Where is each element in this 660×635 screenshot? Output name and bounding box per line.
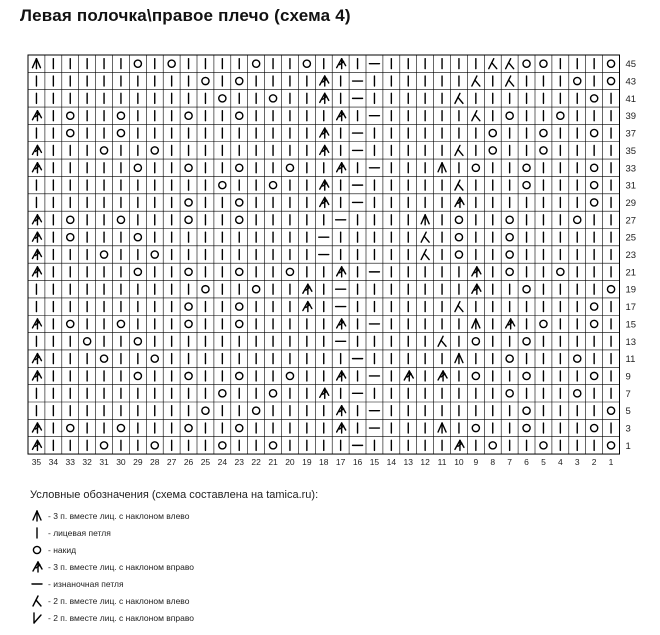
column-number: 28 (150, 457, 160, 468)
row-number: 33 (625, 163, 637, 175)
legend-symbol-icon (30, 577, 44, 591)
legend-symbol-icon (30, 509, 44, 523)
row-number: 3 (625, 423, 631, 435)
row-number: 35 (625, 145, 637, 157)
column-number: 18 (319, 457, 329, 468)
legend-item (30, 593, 189, 609)
column-number: 7 (507, 457, 513, 468)
row-number: 19 (625, 284, 637, 296)
column-number: 10 (454, 457, 464, 468)
row-number: 25 (625, 232, 637, 244)
row-number: 5 (625, 406, 631, 418)
column-number: 5 (541, 457, 546, 468)
column-number: 33 (65, 457, 75, 468)
legend-symbol-icon (30, 611, 44, 625)
column-number: 1 (608, 457, 614, 468)
legend-symbol-icon (30, 594, 44, 608)
column-number: 26 (183, 457, 194, 468)
legend-item (30, 576, 124, 592)
column-number: 20 (285, 457, 295, 468)
row-number: 15 (625, 319, 637, 331)
column-number: 27 (166, 457, 177, 468)
column-number: 11 (437, 457, 447, 468)
legend-item (30, 525, 111, 541)
legend-symbol-icon (30, 543, 44, 557)
legend-label: - 2 п. вместе лиц. с наклоном вправо (48, 613, 195, 623)
row-number: 11 (625, 354, 636, 366)
column-number: 14 (386, 457, 397, 468)
legend-label: - 3 п. вместе лиц. с наклоном вправо (48, 562, 195, 572)
column-number: 30 (116, 457, 126, 468)
column-number: 9 (473, 457, 479, 468)
column-number: 21 (268, 457, 278, 468)
row-number: 29 (625, 197, 637, 209)
row-number: 9 (625, 371, 631, 383)
row-number: 7 (625, 388, 631, 400)
row-number: 1 (625, 440, 631, 452)
column-number: 23 (234, 457, 244, 468)
column-number: 17 (335, 457, 346, 468)
legend-item (30, 508, 189, 524)
column-number: 29 (133, 457, 143, 468)
legend-item (30, 559, 194, 575)
row-number: 21 (625, 267, 637, 279)
row-number: 41 (625, 93, 637, 105)
row-number: 37 (625, 128, 637, 140)
row-number: 23 (625, 250, 637, 262)
column-number: 34 (48, 457, 59, 468)
legend-label: - накид (48, 545, 77, 555)
legend-label: - лицевая петля (48, 528, 111, 538)
row-number: 45 (625, 59, 637, 71)
legend-item (30, 542, 76, 558)
column-number: 3 (574, 457, 580, 468)
legend-symbol-icon (30, 526, 44, 540)
legend-label: - 2 п. вместе лиц. с наклоном влево (48, 596, 190, 606)
column-number: 4 (557, 457, 563, 468)
row-number: 31 (625, 180, 637, 192)
column-number: 32 (82, 457, 92, 468)
row-number: 17 (625, 302, 637, 314)
legend-title: Условные обозначения (схема составлена на tamica.ru): (30, 489, 319, 501)
column-number: 13 (403, 457, 413, 468)
chart-title: Левая полочка\правое плечо (схема 4) (20, 6, 351, 25)
legend-symbol-icon (30, 560, 44, 574)
row-number: 43 (625, 76, 637, 88)
column-number: 31 (99, 457, 109, 468)
column-number: 15 (369, 457, 380, 468)
row-number: 27 (625, 215, 637, 227)
column-number: 6 (524, 457, 529, 468)
column-number: 19 (302, 457, 312, 468)
column-number: 12 (420, 457, 430, 468)
column-number: 22 (251, 457, 261, 468)
column-number: 24 (217, 457, 228, 468)
column-number: 35 (31, 457, 42, 468)
column-number: 25 (200, 457, 211, 468)
row-number: 13 (625, 336, 637, 348)
column-number: 16 (352, 457, 363, 468)
legend-item (30, 610, 194, 626)
legend-label: - изнаночная петля (48, 579, 124, 589)
legend-label: - 3 п. вместе лиц. с наклоном влево (48, 511, 190, 521)
column-number: 8 (490, 457, 496, 468)
row-number: 39 (625, 111, 637, 123)
column-number: 2 (591, 457, 597, 468)
